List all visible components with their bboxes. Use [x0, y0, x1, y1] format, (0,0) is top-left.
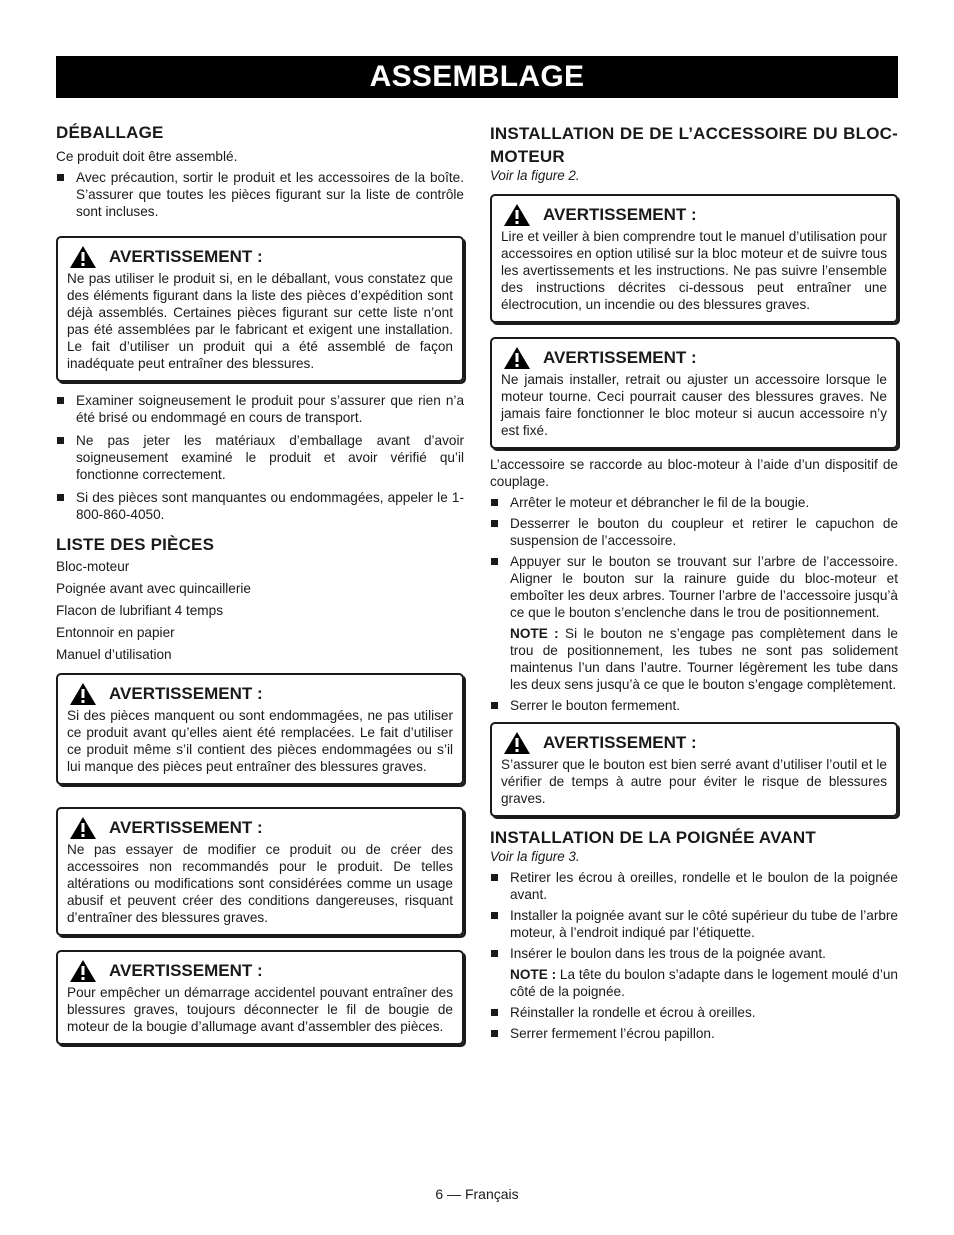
- see-figure-3: Voir la figure 3.: [490, 849, 580, 864]
- right-column: [490, 122, 898, 1042]
- left-column: [56, 122, 464, 1045]
- list-item: Si des pièces sont manquantes ou endommagées, appeler le 1-800-860-4050.: [56, 489, 464, 523]
- warning-title: AVERTISSEMENT :: [109, 247, 263, 266]
- handle-final-steps: [490, 1004, 898, 1042]
- install-heading: INSTALLATION DE DE L’ACCESSOIRE DU BLOC-MOTEUR: [490, 124, 898, 166]
- list-item: Serrer le bouton fermement.: [490, 697, 898, 714]
- warning-text: Si des pièces manquent ou sont endommagées, ne pas utiliser ce produit avant qu’elles aient été remplacées. Le fait d’utiliser ce produit même s’il contient des pièces endommagées ou s’il lui manque des pièces peut entraîner des blessures graves.: [67, 708, 453, 774]
- tighten-step: [490, 697, 898, 714]
- warning-text: Ne pas utiliser le produit si, en le déballant, vous constatez que des éléments figurant dans la liste des pièces d’expédition sont déjà assemblés. Certaines pièces figurant sur cette liste n’ont pas été assemblées par le fabricant et exigent une installation. Le fait d’utiliser un produit qui a été assemblé de façon inadéquate peut entraîner des blessures.: [67, 271, 453, 371]
- see-figure-2: Voir la figure 2.: [490, 168, 580, 183]
- deballage-intro: Ce produit doit être assemblé.: [56, 149, 238, 164]
- warning-title: AVERTISSEMENT :: [543, 733, 697, 752]
- list-item: Avec précaution, sortir le produit et les accessoires de la boîte. S’assurer que toutes les pièces figurant sur la liste de contrôle sont incluses.: [56, 169, 464, 220]
- handle-heading: INSTALLATION DE LA POIGNÉE AVANT: [490, 828, 816, 847]
- warning-text: Pour empêcher un démarrage accidentel pouvant entraîner des blessures graves, toujours déconnecter le fil de bougie de moteur de la bougie d’allumage avant d’assembler des pièces.: [67, 985, 453, 1034]
- inspection-list: [56, 392, 464, 523]
- part-item: Bloc-moteur: [56, 559, 130, 574]
- warning-text: Ne pas essayer de modifier ce produit ou de créer des accessoires non recommandés pour le produit. De telles altérations ou modifications sont considérées comme un usage abusif et peuvent créer des conditions dangereuses, risquant d’entraîner des blessures graves.: [67, 842, 453, 925]
- warning-text: Lire et veiller à bien comprendre tout le manuel d’utilisation pour accessoires en option utilisé sur la bloc moteur et de suivre tous les avertissements et les instructions. Ne pas suivre l’ensemble des instructions décrites ci-dessous peut entraîner une électrocution, un incendie ou des blessures graves.: [501, 229, 887, 312]
- warning-box-accidental-start: [56, 950, 464, 1045]
- list-item: Desserrer le bouton du coupleur et retirer le capuchon de suspension de l’accessoire.: [490, 515, 898, 549]
- warning-title: AVERTISSEMENT :: [543, 348, 697, 367]
- warning-triangle-icon: [69, 959, 97, 983]
- page-footer: 6 — Français: [435, 1186, 519, 1202]
- warning-box-tighten-button: [490, 722, 898, 817]
- list-item: Appuyer sur le bouton se trouvant sur l’arbre de l’accessoire. Aligner le bouton sur la rainure guide du bloc-moteur et emboîter les deux arbres. Tourner l’arbre de l’accessoire jusqu’à ce que le bouton s’enclenche dans le trou de positionnement.: [490, 553, 898, 621]
- warning-triangle-icon: [503, 731, 531, 755]
- warning-box-unpacking: [56, 236, 464, 382]
- note-text: Si le bouton ne s’engage pas complètement dans le trou de positionnement, les tubes ne sont pas solidement maintenus l’un dans l’autre. Tourner légèrement les tube dans les deux sens jusqu’à ce que le bouton s’engage complètement.: [510, 626, 898, 692]
- note-bolt: [490, 966, 898, 1000]
- deballage-heading: DÉBALLAGE: [56, 123, 164, 142]
- list-item: Ne pas jeter les matériaux d’emballage avant d’avoir soigneusement examiné le produit et avoir vérifié qu’il fonctionne correctement.: [56, 432, 464, 483]
- parts-list: [56, 534, 464, 663]
- warning-triangle-icon: [503, 203, 531, 227]
- note-text: La tête du boulon s’adapte dans le logement moulé d’un côté de la poignée.: [510, 967, 898, 999]
- list-item: Installer la poignée avant sur le côté supérieur du tube de l’arbre moteur, à l’endroit indiqué par l’étiquette.: [490, 907, 898, 941]
- warning-title: AVERTISSEMENT :: [109, 961, 263, 980]
- warning-triangle-icon: [69, 682, 97, 706]
- list-item: Insérer le boulon dans les trous de la poignée avant.: [490, 945, 898, 962]
- parts-heading: LISTE DES PIÈCES: [56, 535, 215, 554]
- handle-steps: [490, 869, 898, 962]
- part-item: Manuel d’utilisation: [56, 647, 172, 662]
- warning-text: S’assurer que le bouton est bien serré avant d’utiliser l’outil et le vérifier de temps à autre pour éviter le risque de blessures graves.: [501, 757, 887, 806]
- warning-title: AVERTISSEMENT :: [109, 818, 263, 837]
- warning-box-engine-running: [490, 337, 898, 449]
- coupling-steps: [490, 494, 898, 621]
- part-item: Poignée avant avec quincaillerie: [56, 581, 251, 596]
- warning-box-missing-parts: [56, 673, 464, 785]
- warning-box-read-manual: [490, 194, 898, 323]
- note-label: NOTE :: [510, 967, 557, 982]
- warning-title: AVERTISSEMENT :: [109, 684, 263, 703]
- coupling-text: L’accessoire se raccorde au bloc-moteur à l’aide d’un dispositif de couplage.: [490, 457, 898, 489]
- deballage-list: [56, 169, 464, 220]
- part-item: Entonnoir en papier: [56, 625, 175, 640]
- warning-text: Ne jamais installer, retrait ou ajuster un accessoire lorsque le moteur tourne. Ceci pourrait causer des blessures graves. Ne jamais faire fonctionner le bloc moteur si aucun accessoire n’y est fixé.: [501, 372, 887, 438]
- warning-title: AVERTISSEMENT :: [543, 205, 697, 224]
- list-item: Arrêter le moteur et débrancher le fil de la bougie.: [490, 494, 898, 511]
- warning-triangle-icon: [69, 245, 97, 269]
- list-item: Réinstaller la rondelle et écrou à oreilles.: [490, 1004, 898, 1021]
- warning-triangle-icon: [69, 816, 97, 840]
- list-item: Serrer fermement l’écrou papillon.: [490, 1025, 898, 1042]
- list-item: Retirer les écrou à oreilles, rondelle et le boulon de la poignée avant.: [490, 869, 898, 903]
- note-positioning: [490, 625, 898, 693]
- part-item: Flacon de lubrifiant 4 temps: [56, 603, 223, 618]
- note-label: NOTE :: [510, 626, 559, 641]
- page-banner: ASSEMBLAGE: [56, 56, 898, 98]
- warning-triangle-icon: [503, 346, 531, 370]
- list-item: Examiner soigneusement le produit pour s’assurer que rien n’a été brisé ou endommagé en cours de transport.: [56, 392, 464, 426]
- warning-box-modifications: [56, 807, 464, 936]
